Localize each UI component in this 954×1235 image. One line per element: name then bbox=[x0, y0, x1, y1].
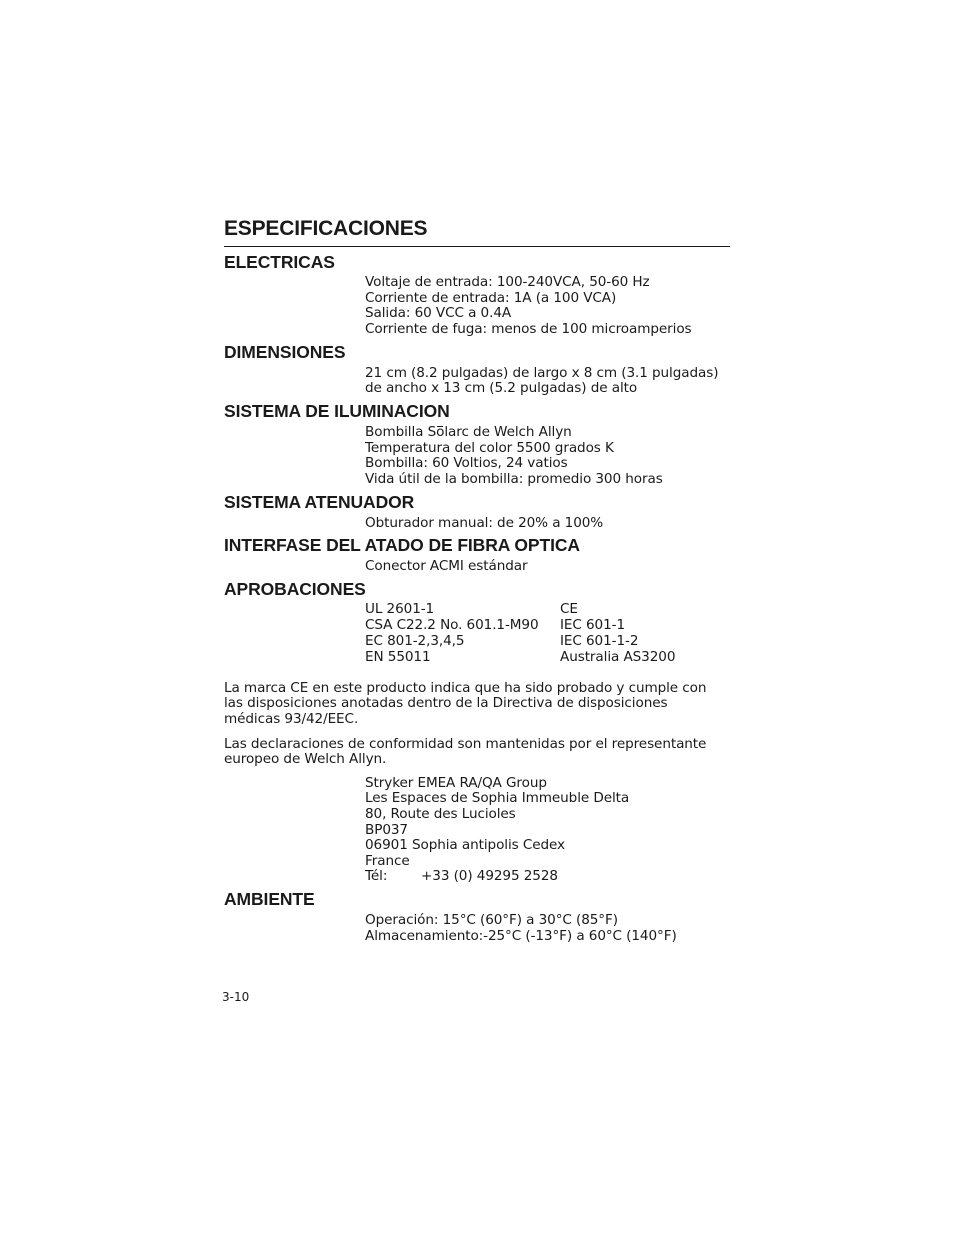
interfase-line: Conector ACMI estándar bbox=[365, 558, 528, 574]
iluminacion-line: Bombilla: 60 Voltios, 24 vatios bbox=[365, 455, 568, 471]
electricas-line: Corriente de fuga: menos de 100 microamperios bbox=[365, 321, 692, 337]
iluminacion-line bbox=[365, 425, 572, 441]
ambiente-line: Operación: 15°C (60°F) a 30°C (85°F) bbox=[365, 912, 618, 928]
heading-aprobaciones: APROBACIONES bbox=[224, 579, 366, 599]
conformity-paragraph-line: Las declaraciones de conformidad son mantenidas por el representante bbox=[224, 736, 707, 752]
aprobaciones-col2-item: Australia AS3200 bbox=[560, 649, 676, 665]
heading-iluminacion: SISTEMA DE ILUMINACION bbox=[224, 401, 450, 421]
electricas-line: Corriente de entrada: 1A (a 100 VCA) bbox=[365, 290, 617, 306]
heading-dimensiones: DIMENSIONES bbox=[224, 342, 346, 362]
aprobaciones-col1-item: EC 801-2,3,4,5 bbox=[365, 633, 465, 649]
address-line: France bbox=[365, 853, 410, 869]
electricas-line: Voltaje de entrada: 100-240VCA, 50-60 Hz bbox=[365, 274, 650, 290]
aprobaciones-col2-item: IEC 601-1-2 bbox=[560, 633, 639, 649]
heading-electricas: ELECTRICAS bbox=[224, 252, 335, 272]
title-rule bbox=[224, 246, 730, 247]
dimensiones-line: 21 cm (8.2 pulgadas) de largo x 8 cm (3.1 pulgadas) bbox=[365, 365, 719, 381]
aprobaciones-col1-item: UL 2601-1 bbox=[365, 601, 435, 617]
conformity-paragraph-line: europeo de Welch Allyn. bbox=[224, 751, 387, 767]
ce-paragraph-line: las disposiciones anotadas dentro de la Directiva de disposiciones bbox=[224, 695, 668, 711]
aprobaciones-col1-item: CSA C22.2 No. 601.1-M90 bbox=[365, 617, 539, 633]
iluminacion-line: Temperatura del color 5500 grados K bbox=[365, 440, 614, 456]
heading-atenuador: SISTEMA ATENUADOR bbox=[224, 492, 415, 512]
heading-interfase: INTERFASE DEL ATADO DE FIBRA OPTICA bbox=[224, 535, 580, 555]
aprobaciones-col2-item: IEC 601-1 bbox=[560, 617, 626, 633]
dimensiones-line: de ancho x 13 cm (5.2 pulgadas) de alto bbox=[365, 380, 638, 396]
iluminacion-line: Vida útil de la bombilla: promedio 300 horas bbox=[365, 471, 663, 487]
address-line: 06901 Sophia antipolis Cedex bbox=[365, 837, 565, 853]
aprobaciones-col1-item: EN 55011 bbox=[365, 649, 431, 665]
tel-value: +33 (0) 49295 2528 bbox=[421, 868, 558, 884]
overlined-letter: o bbox=[436, 424, 445, 440]
ambiente-line: Almacenamiento:-25°C (-13°F) a 60°C (140°F) bbox=[365, 928, 677, 944]
address-line: BP037 bbox=[365, 822, 408, 838]
heading-ambiente: AMBIENTE bbox=[224, 889, 315, 909]
ce-paragraph-line: médicas 93/42/EEC. bbox=[224, 711, 359, 727]
address-line: 80, Route des Lucioles bbox=[365, 806, 516, 822]
electricas-line: Salida: 60 VCC a 0.4A bbox=[365, 305, 512, 321]
tel-label: Tél: bbox=[365, 868, 388, 884]
ce-paragraph-line: La marca CE en este producto indica que ha sido probado y cumple con bbox=[224, 680, 707, 696]
address-line: Les Espaces de Sophia Immeuble Delta bbox=[365, 790, 630, 806]
aprobaciones-col2-item: CE bbox=[560, 601, 578, 617]
page-title: ESPECIFICACIONES bbox=[224, 217, 428, 240]
address-line: Stryker EMEA RA/QA Group bbox=[365, 775, 547, 791]
iluminacion-line-part: Bombilla S bbox=[365, 424, 437, 440]
atenuador-line: Obturador manual: de 20% a 100% bbox=[365, 515, 604, 531]
page-number: 3-10 bbox=[222, 990, 250, 1004]
iluminacion-line-part: larc de Welch Allyn bbox=[444, 424, 572, 440]
